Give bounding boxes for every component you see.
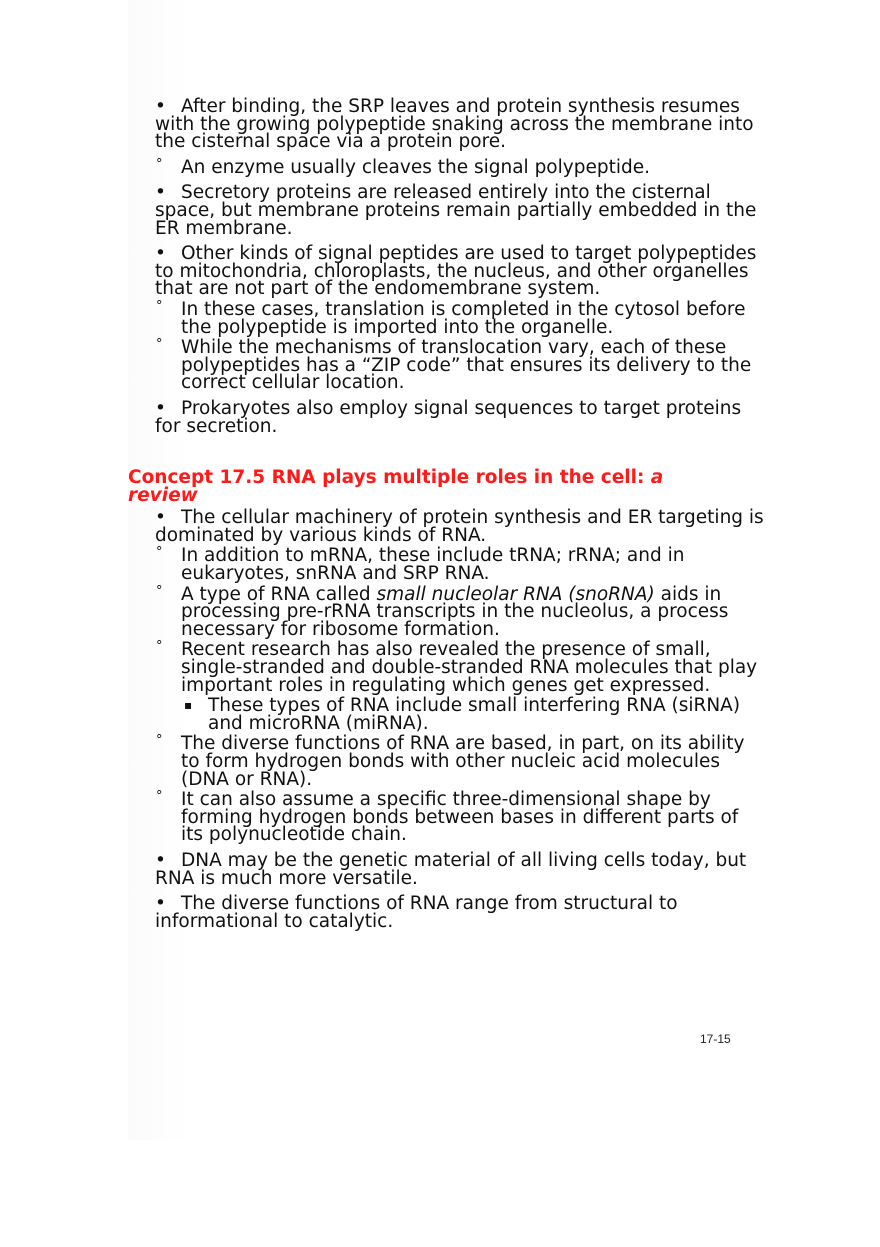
heading-italic: a review	[128, 467, 664, 506]
sub-point	[155, 545, 765, 585]
bullet-marker: •	[155, 397, 166, 419]
bullet-marker: •	[155, 893, 166, 915]
sub-text-pre: A type of RNA called	[181, 583, 377, 605]
sub-text: The diverse functions of RNA are based, in part, on its ability to form hydrogen bonds with other nucleic acid molecules (DNA or RNA).	[181, 733, 745, 790]
bullet-text: Prokaryotes also employ signal sequences to target proteins for secretion.	[155, 397, 742, 437]
circle-marker: °	[156, 545, 163, 561]
circle-marker: °	[156, 789, 163, 805]
bullet-text: DNA may be the genetic material of all living cells today, but RNA is much more versatile.	[155, 849, 747, 889]
circle-marker: °	[156, 583, 163, 599]
bullet-marker: •	[155, 182, 166, 204]
bullet-point	[155, 849, 765, 889]
sub-point	[155, 791, 765, 844]
section-heading	[128, 469, 738, 504]
bullet-text: Secretory proteins are released entirely into the cisternal space, but membrane proteins remain partially embedded in the ER membrane.	[155, 182, 757, 239]
bullet-point	[155, 895, 765, 930]
sub-text-post: aids in processing pre-rRNA transcripts in the nucleolus, a process necessary for ribosome formation.	[181, 583, 729, 640]
document-body	[128, 96, 765, 938]
sub-text-emphasis: small nucleolar RNA (snoRNA)	[376, 583, 655, 605]
sub-text: Recent research has also revealed the presence of small, single-stranded and double-stranded RNA molecules that play important roles in regulating which genes get expressed.	[181, 639, 758, 696]
bullet-text: The cellular machinery of protein synthesis and ER targeting is dominated by various kinds of RNA.	[155, 507, 764, 546]
sub-point	[155, 735, 765, 788]
circle-marker: °	[156, 337, 163, 353]
sub-text: It can also assume a specific three-dimensional shape by forming hydrogen bonds between bases in different parts of its polynucleotide chain.	[181, 789, 739, 846]
bullet-text: The diverse functions of RNA range from structural to informational to catalytic.	[155, 893, 678, 932]
bullet-text: Other kinds of signal peptides are used to target polypeptides to mitochondria, chloroplasts, the nucleus, and other organelles that are not part of the endomembrane system.	[155, 243, 757, 300]
bullet-point	[155, 509, 765, 544]
bullet-text: After binding, the SRP leaves and protein synthesis resumes with the growing polypeptide snaking across the membrane into the cisternal space via a protein pore.	[155, 96, 754, 153]
sub-text: In addition to mRNA, these include tRNA; rRNA; and in eukaryotes, snRNA and SRP RNA.	[181, 545, 685, 585]
sub-point	[155, 339, 765, 392]
circle-marker: °	[156, 639, 163, 655]
circle-marker: °	[156, 733, 163, 749]
bullet-point	[155, 245, 765, 298]
circle-marker: °	[156, 156, 163, 172]
sub-point	[155, 156, 765, 178]
sub-text: An enzyme usually cleaves the signal polypeptide.	[181, 156, 650, 178]
sub-point	[155, 641, 765, 694]
sub-text: In these cases, translation is completed in the cytosol before the polypeptide is imported into the organelle.	[181, 298, 746, 338]
bullet-marker: •	[155, 243, 166, 265]
sub-point	[155, 583, 765, 640]
sub-point	[155, 298, 765, 338]
sub-text: While the mechanisms of translocation vary, each of these polypeptides has a “ZIP code” that ensures its delivery to the correct cellular location.	[181, 337, 752, 394]
bullet-marker: •	[155, 849, 166, 871]
bullet-point	[155, 184, 765, 237]
heading-main: Concept 17.5 RNA plays multiple roles in the cell:	[128, 467, 651, 489]
square-sub-point	[155, 697, 765, 732]
bullet-point	[155, 397, 765, 437]
square-sub-text: These types of RNA include small interfering RNA (siRNA) and microRNA (miRNA).	[208, 695, 741, 734]
bullet-marker: •	[155, 507, 166, 529]
bullet-point	[155, 98, 765, 151]
square-marker: ▪	[184, 698, 193, 713]
page-number: 17-15	[700, 1032, 731, 1046]
bullet-marker: •	[155, 96, 166, 117]
circle-marker: °	[156, 298, 163, 314]
